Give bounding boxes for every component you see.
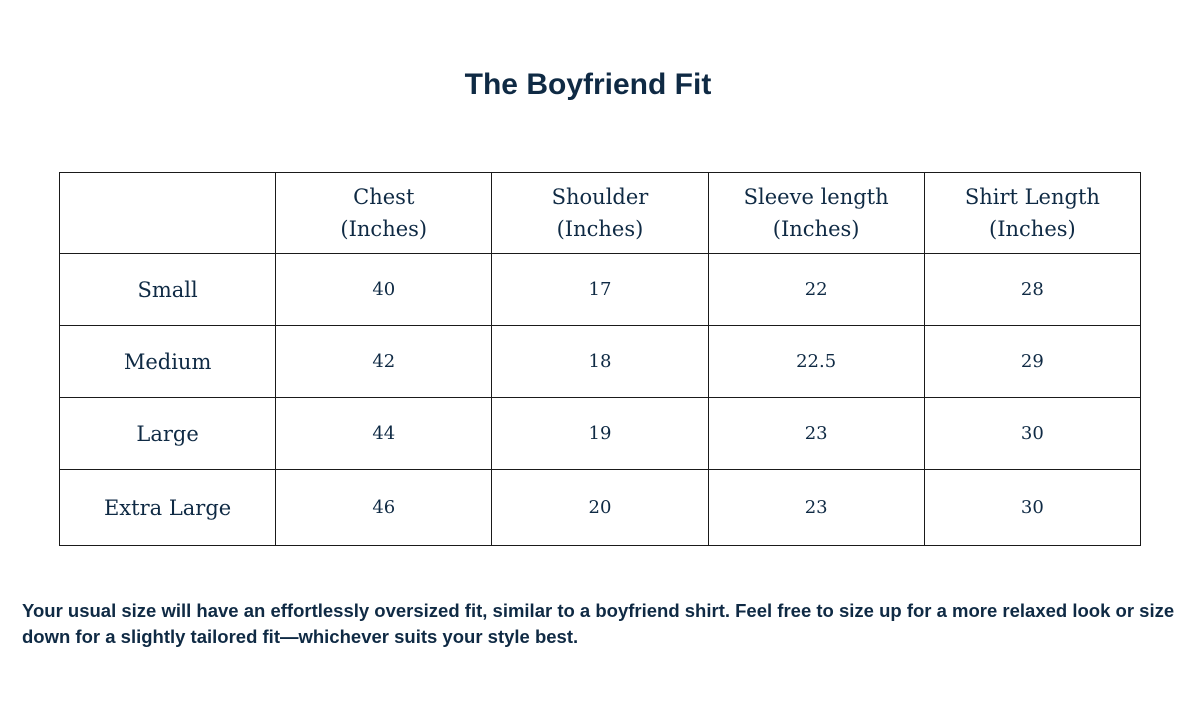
row-label-large: Large — [60, 398, 276, 470]
size-chart-table — [59, 172, 1141, 546]
table-row — [60, 470, 1141, 546]
row-label-medium: Medium — [60, 326, 276, 398]
column-header-unit: (Inches) — [772, 217, 860, 241]
table-cell: 23 — [708, 398, 924, 470]
table-row — [60, 326, 1141, 398]
table-cell: 23 — [708, 470, 924, 546]
table-cell: 44 — [276, 398, 492, 470]
fit-note: Your usual size will have an effortlessly oversized fit, similar to a boyfriend shirt. Feel free to size up for a more relaxed look or size down for a slightly tailored fit—whichever suits your style best. — [22, 600, 1175, 647]
table-header-row — [60, 173, 1141, 254]
table-row — [60, 398, 1141, 470]
column-header-shoulder — [492, 173, 708, 254]
column-header-unit: (Inches) — [989, 217, 1076, 241]
corner-header-cell — [60, 173, 276, 254]
table-cell: 22 — [708, 254, 924, 326]
table-cell: 18 — [492, 326, 708, 398]
table-cell: 28 — [924, 254, 1140, 326]
column-header-label: Shoulder — [551, 185, 649, 209]
column-header-unit: (Inches) — [340, 217, 428, 241]
column-header-sleeve-length — [708, 173, 924, 254]
table-cell: 17 — [492, 254, 708, 326]
table-cell: 29 — [924, 326, 1140, 398]
table-cell: 20 — [492, 470, 708, 546]
table-cell: 42 — [276, 326, 492, 398]
column-header-label: Chest — [353, 185, 415, 209]
page-title: The Boyfriend Fit — [464, 68, 712, 101]
column-header-label: Shirt Length — [964, 185, 1100, 209]
column-header-chest — [276, 173, 492, 254]
column-header-label: Sleeve length — [743, 185, 889, 209]
column-header-shirt-length — [924, 173, 1140, 254]
table-row — [60, 254, 1141, 326]
table-cell: 19 — [492, 398, 708, 470]
row-label-small: Small — [60, 254, 276, 326]
table-cell: 40 — [276, 254, 492, 326]
column-header-unit: (Inches) — [556, 217, 644, 241]
table-cell: 22.5 — [708, 326, 924, 398]
table-cell: 30 — [924, 398, 1140, 470]
row-label-extra-large: Extra Large — [60, 470, 276, 546]
table-cell: 46 — [276, 470, 492, 546]
table-cell: 30 — [924, 470, 1140, 546]
